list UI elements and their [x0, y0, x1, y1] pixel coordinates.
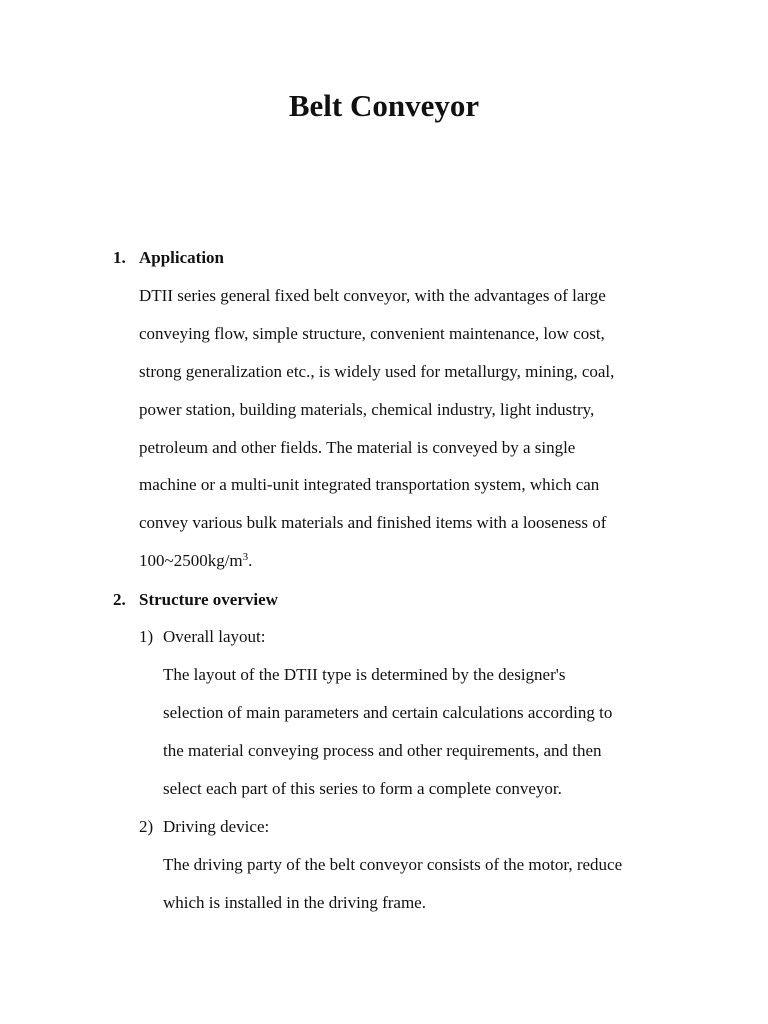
subsection-number: 2) [139, 817, 154, 836]
paragraph-line: power station, building materials, chemical industry, light industry, [139, 400, 595, 419]
paragraph-line: which is installed in the driving frame. [163, 893, 426, 912]
section-heading-application [113, 246, 224, 270]
subsection-heading-overall-layout [139, 625, 265, 649]
sentence-end: . [248, 551, 253, 570]
subsection-title: Driving device: [163, 817, 270, 836]
subsection-number: 1) [139, 627, 154, 646]
paragraph-line: convey various bulk materials and finished items with a looseness of [139, 513, 607, 532]
density-exponent: 3 [242, 551, 249, 563]
paragraph-line: petroleum and other fields. The material is conveyed by a single [139, 438, 576, 457]
paragraph-line: DTII series general fixed belt conveyor, with the advantages of large [139, 286, 606, 305]
section-number: 2. [113, 590, 126, 609]
section-number: 1. [113, 248, 126, 267]
paragraph-line: the material conveying process and other requirements, and then [163, 741, 602, 760]
document-title: Belt Conveyor [288, 88, 480, 123]
subsection-heading-driving-device [139, 815, 269, 839]
paragraph-line: conveying flow, simple structure, convenient maintenance, low cost, [139, 324, 605, 343]
paragraph-line: The layout of the DTII type is determined by the designer's [163, 665, 566, 684]
paragraph-line: select each part of this series to form a complete conveyor. [163, 779, 562, 798]
paragraph-line: The driving party of the belt conveyor consists of the motor, reduce [163, 855, 623, 874]
paragraph-line: strong generalization etc., is widely used for metallurgy, mining, coal, [139, 362, 615, 381]
section-title: Application [139, 248, 225, 267]
section-title: Structure overview [139, 590, 278, 609]
section-heading-structure-overview [113, 588, 278, 612]
paragraph-line: selection of main parameters and certain calculations according to [163, 703, 613, 722]
paragraph-line: machine or a multi-unit integrated transportation system, which can [139, 475, 600, 494]
paragraph-line-density [139, 549, 252, 573]
density-value: 100~2500kg/m [139, 551, 243, 570]
subsection-title: Overall layout: [163, 627, 266, 646]
